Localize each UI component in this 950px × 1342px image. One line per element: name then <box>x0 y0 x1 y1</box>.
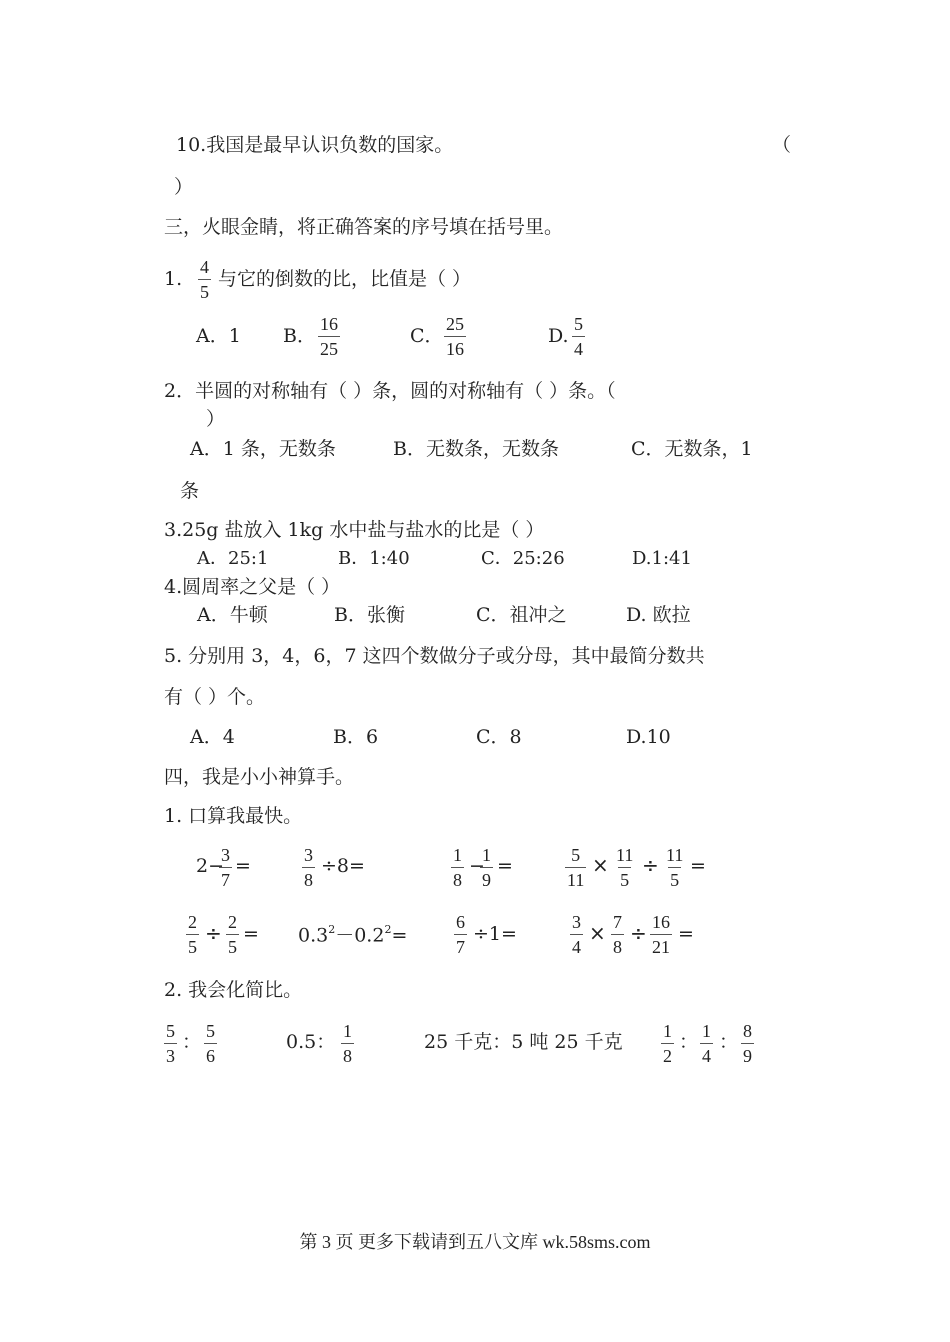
q5-text-line1: 5. 分别用 3，4，6，7 这四个数做分子或分母，其中最简分数共 <box>164 645 705 667</box>
denominator: 9 <box>480 867 493 889</box>
r1-e4-fraction-1 <box>565 846 586 889</box>
q5-option-c: C．8 <box>476 726 522 748</box>
q2-option-c: C．无数条，1 <box>631 438 753 460</box>
r3-ratio1-fraction-1 <box>164 1022 177 1065</box>
denominator: 7 <box>454 934 467 956</box>
q4-option-d: D. 欧拉 <box>626 604 691 626</box>
r1-e4-equals: = <box>690 855 706 877</box>
r2-e2-equals: = <box>391 924 408 947</box>
r1-e2-fraction <box>302 846 315 889</box>
page-footer: 第 3 页 更多下载请到五八文库 wk.58sms.com <box>299 1232 651 1252</box>
q4-option-b: B．张衡 <box>334 604 405 626</box>
r2-e2-exponent-2: 2 <box>384 923 392 936</box>
denominator: 11 <box>565 867 586 889</box>
denominator: 8 <box>302 867 315 889</box>
q5-option-b: B．6 <box>333 726 379 748</box>
numerator: 8 <box>743 1021 752 1041</box>
r2-e4-fraction-1 <box>570 913 583 956</box>
denominator: 8 <box>611 934 624 956</box>
q4-option-a: A．牛顿 <box>197 604 268 626</box>
r1-e3-fraction-1 <box>451 846 464 889</box>
numerator: 3 <box>572 912 581 932</box>
numerator: 16 <box>652 912 670 932</box>
r2-e1-equals: = <box>243 923 259 945</box>
numerator: 11 <box>616 845 634 865</box>
q2-text: 2．半圆的对称轴有（ ）条，圆的对称轴有（ ）条。（ <box>164 380 616 402</box>
q2-option-a: A．1 条，无数条 <box>190 438 336 460</box>
numerator: 1 <box>453 845 462 865</box>
q1-option-c-label: C． <box>410 325 444 347</box>
numerator: 11 <box>666 845 684 865</box>
numerator: 1 <box>663 1021 672 1041</box>
section-4-title: 四，我是小小神算手。 <box>164 766 355 788</box>
r2-e2-base-1: 0.3 <box>298 924 329 947</box>
q2-option-c-wrap: 条 <box>180 480 200 502</box>
subsection-2-title: 2. 我会化简比。 <box>164 979 303 1001</box>
r2-e2-exponent-1: 2 <box>328 923 336 936</box>
r1-e1-prefix: 2− <box>196 855 225 877</box>
r3-ratio4-fraction-2 <box>700 1022 713 1065</box>
q1-number: 1. <box>164 268 183 290</box>
q3-option-a: A．25:1 <box>197 548 269 569</box>
denominator: 5 <box>618 867 631 889</box>
r3-ratio4-colon-2: ： <box>719 1031 739 1053</box>
numerator: 2 <box>228 912 237 932</box>
r2-e1-divide: ÷ <box>205 921 222 945</box>
denominator: 4 <box>700 1043 713 1065</box>
denominator: 21 <box>650 934 672 956</box>
question-10-text: 10.我国是最早认识负数的国家。 <box>176 134 454 156</box>
numerator: 1 <box>702 1021 711 1041</box>
denominator: 2 <box>661 1043 674 1065</box>
numerator: 4 <box>200 257 209 277</box>
denominator: 8 <box>451 867 464 889</box>
r1-e4-fraction-3 <box>664 846 685 889</box>
r2-e3-tail: ÷1= <box>473 923 517 945</box>
r2-e4-equals: = <box>678 923 694 945</box>
r1-e2-tail: ÷8= <box>321 855 365 877</box>
numerator: 3 <box>221 845 230 865</box>
r3-ratio2-fraction <box>341 1022 354 1065</box>
denominator: 5 <box>186 934 199 956</box>
r3-ratio1-fraction-2 <box>204 1022 217 1065</box>
q5-text-line2: 有（ ）个。 <box>164 686 266 708</box>
denominator: 5 <box>226 934 239 956</box>
r2-e4-fraction-3 <box>650 913 672 956</box>
r3-ratio4-colon-1: ： <box>679 1031 699 1053</box>
q5-option-a: A．4 <box>190 726 235 748</box>
denominator: 16 <box>444 336 466 358</box>
q3-text: 3.25g 盐放入 1kg 水中盐与盐水的比是（ ） <box>164 519 545 541</box>
numerator: 1 <box>482 845 491 865</box>
numerator: 16 <box>320 314 338 334</box>
q2-option-b: B．无数条，无数条 <box>393 438 559 460</box>
denominator: 9 <box>741 1043 754 1065</box>
subsection-1-title: 1. 口算我最快。 <box>164 805 303 827</box>
r3-ratio4-fraction-1 <box>661 1022 674 1065</box>
q5-option-d: D.10 <box>626 726 671 748</box>
r1-e3-operator: − <box>469 855 485 877</box>
r1-e1-fraction <box>219 846 232 889</box>
q1-option-b-fraction <box>318 315 340 358</box>
denominator: 4 <box>570 934 583 956</box>
numerator: 6 <box>456 912 465 932</box>
r1-e4-divide: ÷ <box>642 853 659 877</box>
question-10-paren-close: ） <box>174 176 194 198</box>
numerator: 5 <box>206 1021 215 1041</box>
r1-e3-equals: = <box>497 855 513 877</box>
r2-e4-fraction-2 <box>611 913 624 956</box>
r2-e4-times: × <box>589 921 606 945</box>
r1-e4-times: × <box>592 853 609 877</box>
denominator: 5 <box>198 279 211 301</box>
q3-option-d: D.1:41 <box>632 548 692 569</box>
section-3-title: 三，火眼金睛，将正确答案的序号填在括号里。 <box>164 216 564 238</box>
question-10-paren-open: （ <box>772 134 792 156</box>
q3-option-c: C．25:26 <box>481 548 565 569</box>
numerator: 25 <box>446 314 464 334</box>
q1-option-c-fraction <box>444 315 466 358</box>
r3-ratio1-colon: ： <box>182 1031 202 1053</box>
r2-e2-minus-base-2: －0.2 <box>335 924 385 947</box>
numerator: 2 <box>188 912 197 932</box>
denominator: 25 <box>318 336 340 358</box>
denominator: 7 <box>219 867 232 889</box>
r3-ratio2-prefix: 0.5： <box>286 1031 336 1053</box>
numerator: 1 <box>343 1021 352 1041</box>
numerator: 5 <box>166 1021 175 1041</box>
denominator: 8 <box>341 1043 354 1065</box>
r1-e4-fraction-2 <box>614 846 635 889</box>
denominator: 5 <box>668 867 681 889</box>
q1-fraction <box>198 258 211 301</box>
q4-option-c: C．祖冲之 <box>476 604 567 626</box>
numerator: 7 <box>613 912 622 932</box>
q1-option-b-label: B． <box>283 325 316 347</box>
denominator: 3 <box>164 1043 177 1065</box>
r2-e3-fraction <box>454 913 467 956</box>
numerator: 3 <box>304 845 313 865</box>
q1-option-a: A．1 <box>196 325 241 347</box>
q2-paren-close: ） <box>206 408 226 430</box>
r2-e1-fraction-1 <box>186 913 199 956</box>
denominator: 4 <box>572 336 585 358</box>
q1-option-d-label: D. <box>548 325 569 347</box>
r1-e1-equals: = <box>235 855 251 877</box>
q3-option-b: B．1:40 <box>338 548 410 569</box>
q1-option-d-fraction <box>572 315 585 358</box>
r2-e2-expression <box>298 925 407 945</box>
r2-e1-fraction-2 <box>226 913 239 956</box>
r2-e4-divide: ÷ <box>630 921 647 945</box>
r3-ratio3: 25 千克：5 吨 25 千克 <box>424 1031 623 1053</box>
numerator: 5 <box>571 845 581 865</box>
q4-text: 4.圆周率之父是（ ） <box>164 576 341 598</box>
r1-e3-fraction-2 <box>480 846 493 889</box>
numerator: 5 <box>574 314 583 334</box>
q1-text: 与它的倒数的比，比值是（ ） <box>218 268 472 290</box>
r3-ratio4-fraction-3 <box>741 1022 754 1065</box>
denominator: 6 <box>204 1043 217 1065</box>
